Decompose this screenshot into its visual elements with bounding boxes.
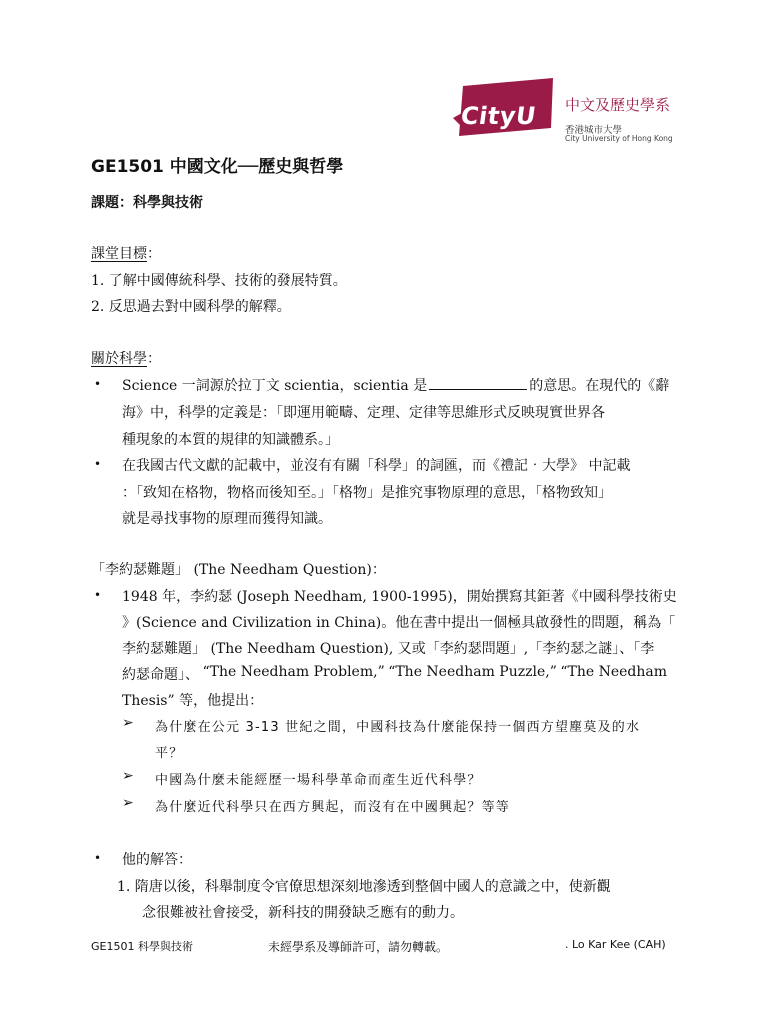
question-1-line2: 平？ (155, 746, 184, 761)
answer-item-1-line2: 念很難被社會接受，新科技的開發缺乏應有的動力。 (142, 905, 464, 921)
footer-notice: 未經學系及導師許可，請勿轉載。 (268, 940, 449, 954)
question-1-line1: 為什麼在公元 3-13 世紀之間，中國科技為什麼能保持一個西方望塵莫及的水 (155, 720, 641, 735)
objectives-heading (91, 243, 161, 263)
department-name: 中文及歷史學系 (565, 96, 671, 114)
science-definition-line1 (122, 375, 669, 395)
about-science-heading (91, 348, 161, 368)
course-title: GE1501 中國文化──歷史與哲學 (91, 157, 344, 177)
arrow-bullet-icon: ➢ (122, 715, 134, 731)
cityu-logo-text: CityU (459, 102, 538, 130)
needham-heading: 「李約瑟難題」 (The Needham Question)： (91, 562, 386, 578)
question-3: 為什麼近代科學只在西方興起，而沒有在中國興起？等等 (155, 800, 511, 815)
ancient-text-line1: 在我國古代文獻的記載中，並沒有有關「科學」的詞匯，而《禮記‧大學》 中記載 (122, 458, 631, 474)
science-def-text-a: Science 一詞源於拉丁文 scientia，scientia 是 (122, 378, 428, 394)
fill-in-blank (429, 377, 527, 390)
answer-item-1-line1: 1. 隋唐以後，科舉制度令官僚思想深刻地滲透到整個中國人的意識之中，使新觀 (117, 879, 611, 895)
objective-item: 2. 反思過去對中國科學的解釋。 (91, 299, 291, 315)
needham-text-4a: 約瑟命題」、 (122, 667, 199, 683)
needham-text-line5: Thesis” 等，他提出： (122, 693, 264, 709)
footer-course: GE1501 科學與技術 (91, 940, 193, 953)
science-def-text-b: 的意思。在現代的《辭 (529, 378, 670, 394)
arrow-bullet-icon: ➢ (122, 768, 134, 784)
bullet-icon: • (94, 588, 102, 602)
bullet-icon: • (94, 377, 102, 391)
answer-label: 他的解答： (122, 852, 192, 868)
objective-item: 1. 了解中國傳統科學、技術的發展特質。 (91, 273, 347, 289)
arrow-bullet-icon: ➢ (122, 795, 134, 811)
bullet-icon: • (94, 457, 102, 471)
objectives-heading-colon: ： (147, 246, 161, 262)
question-2: 中國為什麼未能經歷一場科學革命而產生近代科學？ (155, 773, 482, 788)
university-name-zh: 香港城市大學 (565, 125, 623, 136)
needham-text-4c: “The Needham Puzzle,” (388, 664, 557, 680)
needham-text-line2: 》(Science and Civilization in China)。他在書中提出一個極具啟發性的問題，稱為「 (122, 615, 676, 631)
needham-text-4b: “The Needham Problem,” (202, 664, 385, 680)
needham-text-4d: “The Needham (560, 664, 667, 680)
needham-text-line3: 李約瑟難題」 (The Needham Question), 又或「李約瑟問題」,「李約瑟之謎」、「李 (122, 641, 655, 657)
university-name-en: City University of Hong Kong (565, 134, 673, 143)
needham-text-line4 (122, 664, 667, 684)
footer-author: . Lo Kar Kee (CAH) (565, 938, 666, 951)
needham-text-line1: 1948 年，李約瑟 (Joseph Needham, 1900-1995)，開始撰寫其鉅著《中國科學技術史 (122, 589, 677, 605)
about-science-heading-colon: ： (147, 351, 161, 367)
science-definition-line3: 種現象的本質的規律的知識體系。」 (122, 432, 339, 448)
science-definition-line2 (122, 402, 605, 422)
bullet-icon: • (94, 851, 102, 865)
ancient-text-line3: 就是尋找事物的原理而獲得知識。 (122, 511, 332, 527)
topic: 課題：科學與技術 (91, 195, 203, 211)
objectives-heading-text: 課堂目標 (91, 246, 147, 262)
ancient-text-line2: ：「致知在格物，物格而後知至。」「格物」是推究事物原理的意思，「格物致知」 (122, 485, 612, 501)
about-science-heading-text: 關於科學 (91, 351, 147, 367)
science-def-text-c: 海》中，科學的定義是：「即運用範疇、定理、定律等思維形式反映現實世界各 (122, 405, 605, 421)
cityu-logo (453, 78, 673, 148)
